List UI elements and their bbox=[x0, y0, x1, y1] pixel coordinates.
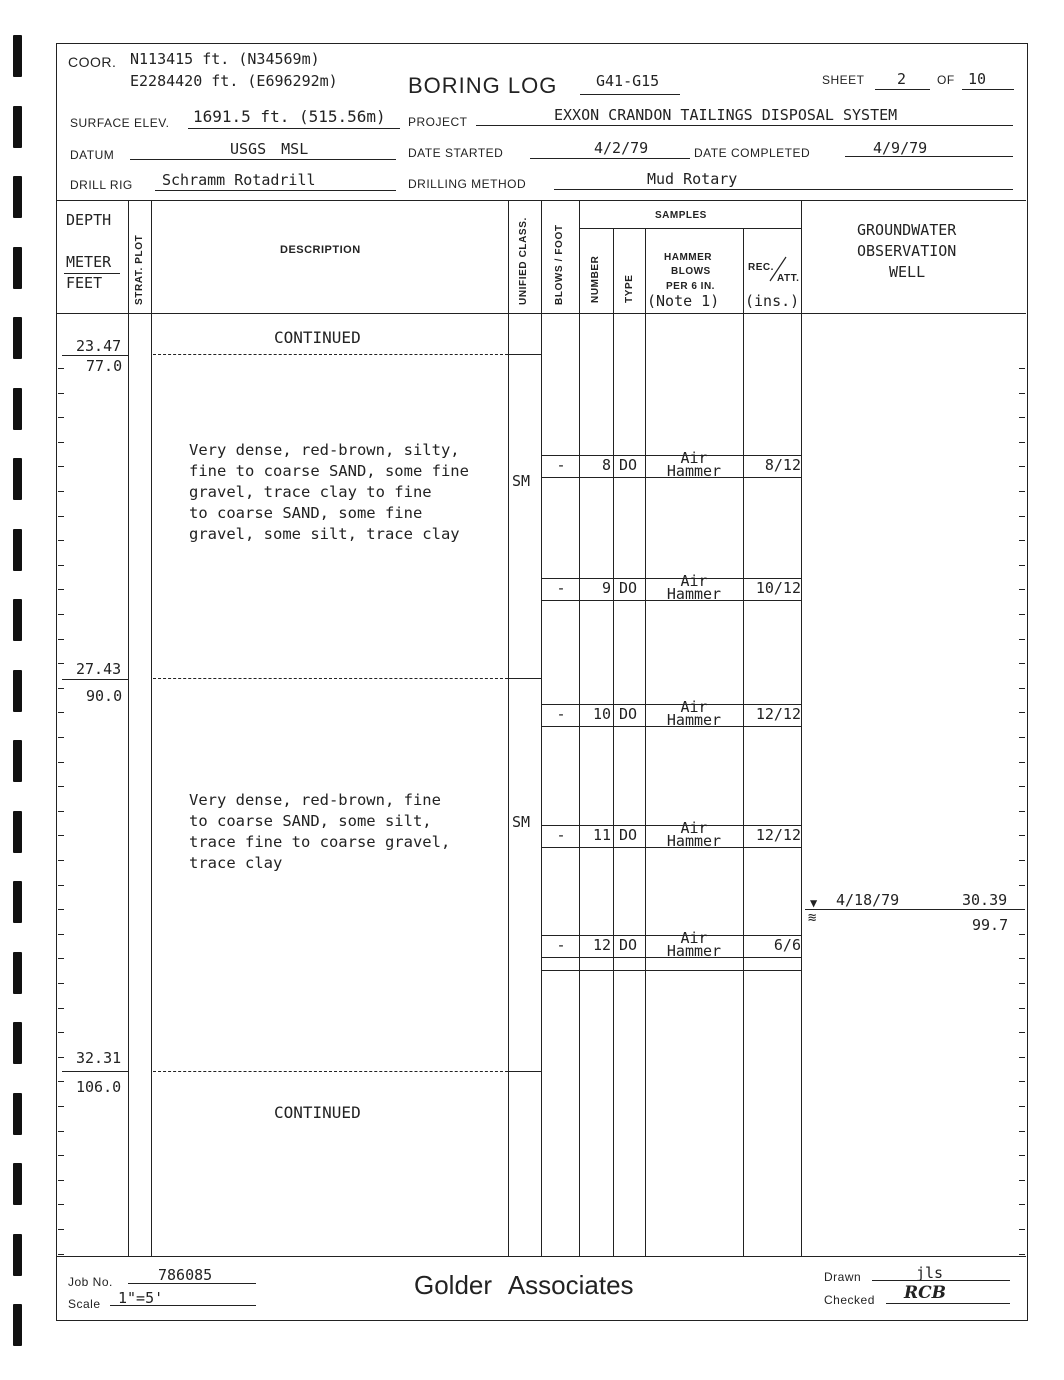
sample-hammer-bottom: Hammer bbox=[666, 585, 722, 603]
col-meter: METER bbox=[66, 253, 112, 271]
sample-type: DO bbox=[618, 826, 638, 844]
well-tick bbox=[1019, 540, 1025, 541]
sheet-total: 10 bbox=[968, 70, 987, 88]
depth-tick bbox=[58, 540, 64, 541]
depth-bot-ft: 106.0 bbox=[76, 1078, 122, 1096]
col-hammer-3: PER 6 IN. bbox=[666, 281, 715, 292]
binder-hole bbox=[13, 1022, 22, 1064]
sample-recovery: 8/12 bbox=[764, 456, 801, 474]
depth-tick bbox=[58, 1229, 64, 1230]
depth-tick bbox=[58, 589, 64, 590]
depth-tick bbox=[58, 639, 64, 640]
well-tick bbox=[1019, 1254, 1025, 1255]
well-tick bbox=[1019, 663, 1025, 664]
binder-hole bbox=[13, 952, 22, 994]
depth-mid-m: 27.43 bbox=[76, 660, 122, 678]
well-tick bbox=[1019, 368, 1025, 369]
continued-bottom: CONTINUED bbox=[274, 1103, 361, 1122]
col-hammer-2: BLOWS bbox=[671, 266, 711, 277]
date-started-label: DATE STARTED bbox=[408, 146, 504, 160]
col-number: NUMBER bbox=[590, 255, 601, 303]
sample-hammer-bottom: Hammer bbox=[666, 832, 722, 850]
col-att: ATT. bbox=[777, 273, 800, 284]
sample-blows: - bbox=[556, 936, 566, 954]
depth-tick bbox=[58, 1008, 64, 1009]
well-tick bbox=[1019, 639, 1025, 640]
col-gw-3: WELL bbox=[889, 263, 926, 281]
depth-tick bbox=[58, 1180, 64, 1181]
depth-tick bbox=[58, 762, 64, 763]
layer-1-description: Very dense, red-brown, silty, fine to coarse SAND, some fine gravel, trace clay to fine to coarse SAND, some fine gravel, some silt, trace clay bbox=[189, 441, 469, 543]
col-type: TYPE bbox=[624, 274, 635, 303]
depth-tick bbox=[58, 712, 64, 713]
well-tick bbox=[1019, 762, 1025, 763]
depth-tick bbox=[58, 466, 64, 467]
drawn-label: Drawn bbox=[824, 1270, 862, 1284]
depth-tick bbox=[58, 663, 64, 664]
well-tick bbox=[1019, 737, 1025, 738]
well-tick bbox=[1019, 934, 1025, 935]
col-feet: FEET bbox=[66, 274, 103, 292]
well-tick bbox=[1019, 835, 1025, 836]
sample-hammer-top: Air bbox=[680, 698, 708, 716]
binder-hole bbox=[13, 740, 22, 782]
checked-initials: RCB bbox=[904, 1283, 947, 1303]
well-tick bbox=[1019, 614, 1025, 615]
depth-tick bbox=[58, 1204, 64, 1205]
binder-hole bbox=[13, 388, 22, 430]
depth-bot-m: 32.31 bbox=[76, 1049, 122, 1067]
datum-value: USGS MSL bbox=[230, 140, 309, 158]
well-tick bbox=[1019, 712, 1025, 713]
well-tick bbox=[1019, 1229, 1025, 1230]
sample-blows: - bbox=[556, 826, 566, 844]
depth-tick bbox=[58, 1032, 64, 1033]
drilling-method-value: Mud Rotary bbox=[647, 170, 738, 188]
sample-blows: - bbox=[556, 456, 566, 474]
well-tick bbox=[1019, 442, 1025, 443]
drawn-value: jls bbox=[916, 1264, 944, 1282]
binder-hole bbox=[13, 529, 22, 571]
well-tick bbox=[1019, 516, 1025, 517]
depth-tick bbox=[58, 811, 64, 812]
col-unified-class: UNIFIED CLASS. bbox=[518, 217, 529, 305]
binder-hole bbox=[13, 1093, 22, 1135]
sample-extra-line bbox=[541, 970, 801, 971]
sample-recovery: 6/6 bbox=[773, 936, 801, 954]
depth-tick bbox=[58, 958, 64, 959]
col-rec-units: (ins.) bbox=[745, 292, 800, 310]
depth-tick bbox=[58, 835, 64, 836]
sample-hammer-bottom: Hammer bbox=[666, 942, 722, 960]
boundary-mid bbox=[153, 678, 508, 679]
sample-blows: - bbox=[556, 579, 566, 597]
depth-tick bbox=[58, 1081, 64, 1082]
sample-hammer-bottom: Hammer bbox=[666, 711, 722, 729]
depth-tick bbox=[58, 1106, 64, 1107]
col-samples: SAMPLES bbox=[655, 210, 707, 221]
col-hammer-1: HAMMER bbox=[664, 252, 712, 263]
layer-2-description: Very dense, red-brown, fine to coarse SAND, some silt, trace fine to coarse gravel, trace clay bbox=[189, 791, 451, 872]
depth-top-m: 23.47 bbox=[76, 337, 122, 355]
depth-tick bbox=[58, 368, 64, 369]
log-title: BORING LOG bbox=[408, 73, 558, 98]
well-tick bbox=[1019, 688, 1025, 689]
well-tick bbox=[1019, 1081, 1025, 1082]
depth-tick bbox=[58, 983, 64, 984]
depth-tick bbox=[58, 442, 64, 443]
binder-hole bbox=[13, 35, 22, 77]
depth-tick bbox=[58, 885, 64, 886]
continued-top: CONTINUED bbox=[274, 328, 361, 347]
sample-hammer-top: Air bbox=[680, 929, 708, 947]
surface-elev-value: 1691.5 ft. (515.56m) bbox=[193, 107, 386, 126]
well-tick bbox=[1019, 811, 1025, 812]
date-started-value: 4/2/79 bbox=[594, 139, 649, 157]
well-tick bbox=[1019, 1204, 1025, 1205]
depth-tick bbox=[58, 1155, 64, 1156]
depth-tick bbox=[58, 417, 64, 418]
well-tick bbox=[1019, 417, 1025, 418]
sample-number: 12 bbox=[592, 936, 611, 954]
depth-tick bbox=[58, 1131, 64, 1132]
checked-label: Checked bbox=[824, 1293, 875, 1307]
depth-tick bbox=[58, 934, 64, 935]
sample-number: 9 bbox=[601, 579, 611, 597]
sample-number: 10 bbox=[592, 705, 611, 723]
sheet-label: SHEET bbox=[822, 73, 865, 87]
depth-tick bbox=[58, 393, 64, 394]
depth-tick bbox=[58, 565, 64, 566]
gw-depth-m: 30.39 bbox=[962, 891, 1008, 909]
depth-tick bbox=[58, 516, 64, 517]
depth-mid-ft: 90.0 bbox=[86, 687, 123, 705]
depth-tick bbox=[58, 1254, 64, 1255]
col-strat-plot: STRAT. PLOT bbox=[134, 234, 145, 305]
well-tick bbox=[1019, 1155, 1025, 1156]
coor-north: N113415 ft. (N34569m) bbox=[130, 50, 320, 68]
job-number: 786085 bbox=[158, 1266, 213, 1284]
binder-hole bbox=[13, 599, 22, 641]
drill-rig-label: DRILL RIG bbox=[70, 178, 133, 192]
depth-tick bbox=[58, 786, 64, 787]
coor-east: E2284420 ft. (E696292m) bbox=[130, 72, 338, 90]
binder-hole bbox=[13, 317, 22, 359]
binder-hole bbox=[13, 1234, 22, 1276]
coor-label: COOR. bbox=[68, 54, 117, 70]
col-rec: REC. bbox=[748, 262, 774, 273]
well-tick bbox=[1019, 589, 1025, 590]
depth-tick bbox=[58, 737, 64, 738]
surface-elev-label: SURFACE ELEV. bbox=[70, 116, 170, 130]
scale-value: 1"=5' bbox=[118, 1289, 164, 1307]
depth-tick bbox=[58, 860, 64, 861]
date-completed-label: DATE COMPLETED bbox=[694, 146, 811, 160]
datum-label: DATUM bbox=[70, 148, 115, 162]
sample-recovery: 12/12 bbox=[755, 826, 801, 844]
well-tick bbox=[1019, 1032, 1025, 1033]
sample-type: DO bbox=[618, 456, 638, 474]
drill-rig-value: Schramm Rotadrill bbox=[162, 171, 316, 189]
binder-hole bbox=[13, 670, 22, 712]
sample-hammer-top: Air bbox=[680, 819, 708, 837]
well-tick bbox=[1019, 786, 1025, 787]
project-value: EXXON CRANDON TAILINGS DISPOSAL SYSTEM bbox=[554, 106, 898, 124]
sheet-number: 2 bbox=[897, 70, 907, 88]
binder-hole bbox=[13, 1304, 22, 1346]
well-tick bbox=[1019, 860, 1025, 861]
col-blows-foot: BLOWS / FOOT bbox=[554, 224, 565, 305]
layer-2-class: SM bbox=[512, 813, 531, 831]
binder-hole bbox=[13, 881, 22, 923]
binder-hole bbox=[13, 176, 22, 218]
project-label: PROJECT bbox=[408, 115, 468, 129]
water-surface-icon: ≋ bbox=[808, 910, 817, 926]
depth-top-ft: 77.0 bbox=[86, 357, 123, 375]
gw-date: 4/18/79 bbox=[836, 891, 900, 909]
sample-hammer-bottom: Hammer bbox=[666, 462, 722, 480]
well-tick bbox=[1019, 1180, 1025, 1181]
well-tick bbox=[1019, 1106, 1025, 1107]
sample-hammer-top: Air bbox=[680, 572, 708, 590]
well-tick bbox=[1019, 466, 1025, 467]
sample-type: DO bbox=[618, 579, 638, 597]
sample-blows: - bbox=[556, 705, 566, 723]
sample-recovery: 10/12 bbox=[755, 579, 801, 597]
boundary-bot bbox=[153, 1071, 508, 1072]
well-tick bbox=[1019, 1057, 1025, 1058]
sample-recovery: 12/12 bbox=[755, 705, 801, 723]
well-tick bbox=[1019, 1131, 1025, 1132]
gw-depth-ft: 99.7 bbox=[972, 916, 1009, 934]
sample-number: 8 bbox=[601, 456, 611, 474]
depth-tick bbox=[58, 614, 64, 615]
col-description: DESCRIPTION bbox=[280, 244, 361, 256]
binder-hole bbox=[13, 106, 22, 148]
well-tick bbox=[1019, 1008, 1025, 1009]
well-tick bbox=[1019, 565, 1025, 566]
boring-id: G41-G15 bbox=[596, 72, 660, 90]
scale-label: Scale bbox=[68, 1297, 101, 1311]
depth-tick bbox=[58, 909, 64, 910]
date-completed-value: 4/9/79 bbox=[873, 139, 928, 157]
col-hammer-note: (Note 1) bbox=[647, 292, 720, 310]
col-gw-2: OBSERVATION bbox=[857, 242, 957, 260]
well-tick bbox=[1019, 885, 1025, 886]
sample-hammer-top: Air bbox=[680, 449, 708, 467]
well-tick bbox=[1019, 393, 1025, 394]
binder-hole bbox=[13, 458, 22, 500]
sample-number: 11 bbox=[592, 826, 611, 844]
well-tick bbox=[1019, 958, 1025, 959]
drilling-method-label: DRILLING METHOD bbox=[408, 177, 527, 191]
binder-hole bbox=[13, 1163, 22, 1205]
boundary-top bbox=[153, 354, 508, 355]
depth-tick bbox=[58, 1057, 64, 1058]
depth-tick bbox=[58, 688, 64, 689]
sample-type: DO bbox=[618, 705, 638, 723]
layer-1-class: SM bbox=[512, 472, 531, 490]
col-depth: DEPTH bbox=[66, 211, 112, 229]
well-tick bbox=[1019, 491, 1025, 492]
binder-hole bbox=[13, 247, 22, 289]
water-level-icon: ▼ bbox=[810, 896, 818, 910]
job-label: Job No. bbox=[68, 1275, 113, 1289]
sample-type: DO bbox=[618, 936, 638, 954]
company-name: Golder Associates bbox=[414, 1270, 634, 1300]
depth-tick bbox=[58, 491, 64, 492]
of-label: OF bbox=[937, 73, 955, 87]
col-gw-1: GROUNDWATER bbox=[857, 221, 957, 239]
binder-hole bbox=[13, 811, 22, 853]
well-tick bbox=[1019, 983, 1025, 984]
